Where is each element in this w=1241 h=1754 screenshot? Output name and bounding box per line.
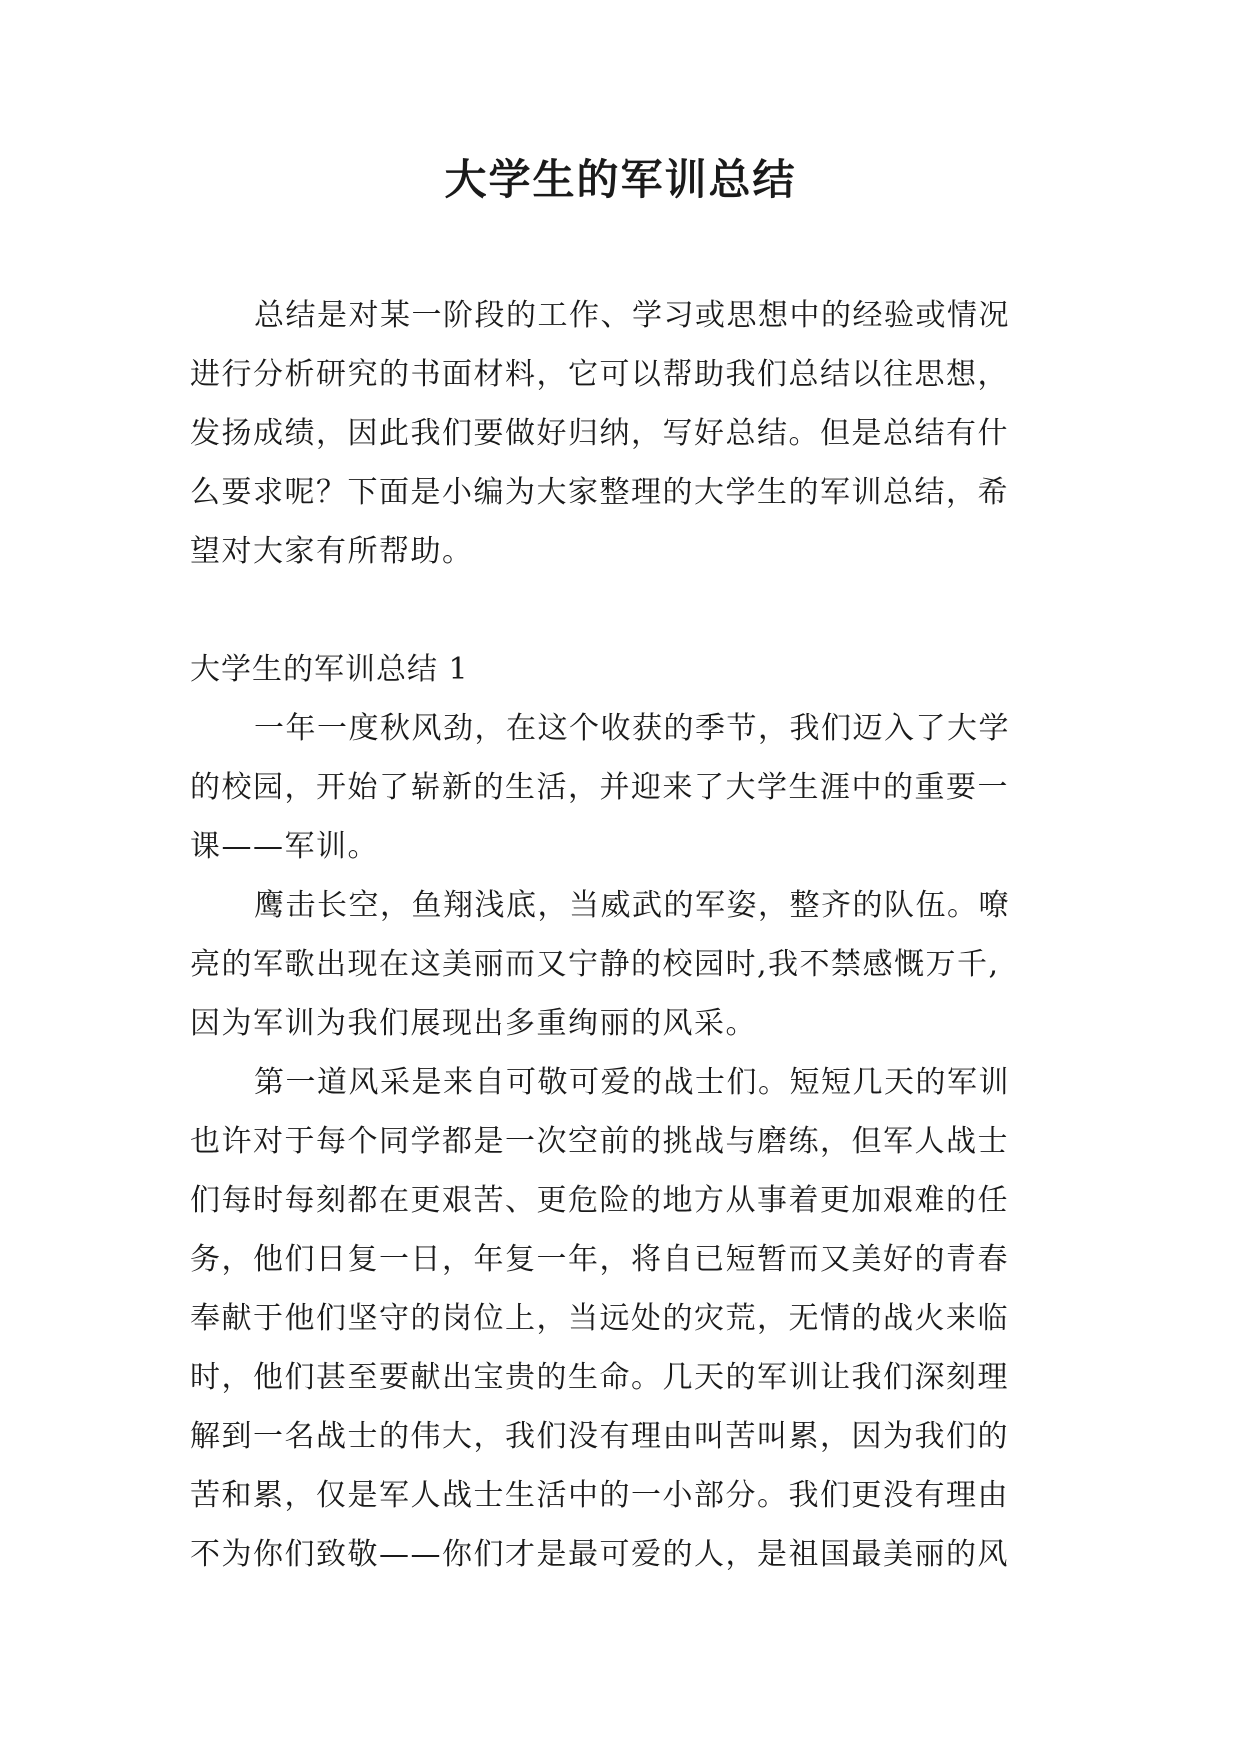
- paragraph-3: [190, 1053, 1065, 1584]
- section-heading: 大学生的军训总结 1: [190, 652, 469, 687]
- paragraph-line: 苦和累，仅是军人战士生活中的一小部分。我们更没有理由: [190, 1478, 1009, 1513]
- paragraph-line: 进行分析研究的书面材料，它可以帮助我们总结以往思想，: [190, 357, 1009, 392]
- paragraph-line: 课——军训。: [190, 829, 379, 864]
- paragraph-line: 也许对于每个同学都是一次空前的挑战与磨练，但军人战士: [190, 1124, 1009, 1159]
- paragraph-line: 们每时每刻都在更艰苦、更危险的地方从事着更加艰难的任: [190, 1183, 1009, 1218]
- paragraph-line: 鹰击长空，鱼翔浅底，当威武的军姿，整齐的队伍。嘹: [254, 888, 1010, 923]
- paragraph-line: 因为军训为我们展现出多重绚丽的风采。: [190, 1006, 757, 1041]
- paragraph-line: 奉献于他们坚守的岗位上，当远处的灾荒，无情的战火来临: [190, 1301, 1009, 1336]
- intro-paragraph: [190, 286, 1065, 581]
- paragraph-line: 望对大家有所帮助。: [190, 534, 474, 569]
- paragraph-line: 总结是对某一阶段的工作、学习或思想中的经验或情况: [254, 298, 1010, 333]
- paragraph-2: [190, 876, 1065, 1053]
- paragraph-line: 时，他们甚至要献出宝贵的生命。几天的军训让我们深刻理: [190, 1360, 1009, 1395]
- document-title: 大学生的军训总结: [444, 155, 797, 204]
- paragraph-line: 一年一度秋风劲，在这个收获的季节，我们迈入了大学: [254, 711, 1010, 746]
- paragraph-line: 务，他们日复一日，年复一年，将自已短暂而又美好的青春: [190, 1242, 1009, 1277]
- paragraph-line: 解到一名战士的伟大，我们没有理由叫苦叫累，因为我们的: [190, 1419, 1009, 1454]
- paragraph-line: 不为你们致敬——你们才是最可爱的人，是祖国最美丽的风: [190, 1537, 1009, 1572]
- paragraph-line: 第一道风采是来自可敬可爱的战士们。短短几天的军训: [254, 1065, 1010, 1100]
- document-body: [190, 286, 1065, 1584]
- paragraph-spacer: [190, 581, 1065, 640]
- paragraph-line: 的校园，开始了崭新的生活，并迎来了大学生涯中的重要一: [190, 770, 1009, 805]
- paragraph-line: 么要求呢？下面是小编为大家整理的大学生的军训总结，希: [190, 475, 1009, 510]
- paragraph-1: [190, 699, 1065, 876]
- paragraph-line: 亮的军歌出现在这美丽而又宁静的校园时,我不禁感慨万千,: [190, 947, 1000, 982]
- paragraph-line: 发扬成绩，因此我们要做好归纳，写好总结。但是总结有什: [190, 416, 1009, 451]
